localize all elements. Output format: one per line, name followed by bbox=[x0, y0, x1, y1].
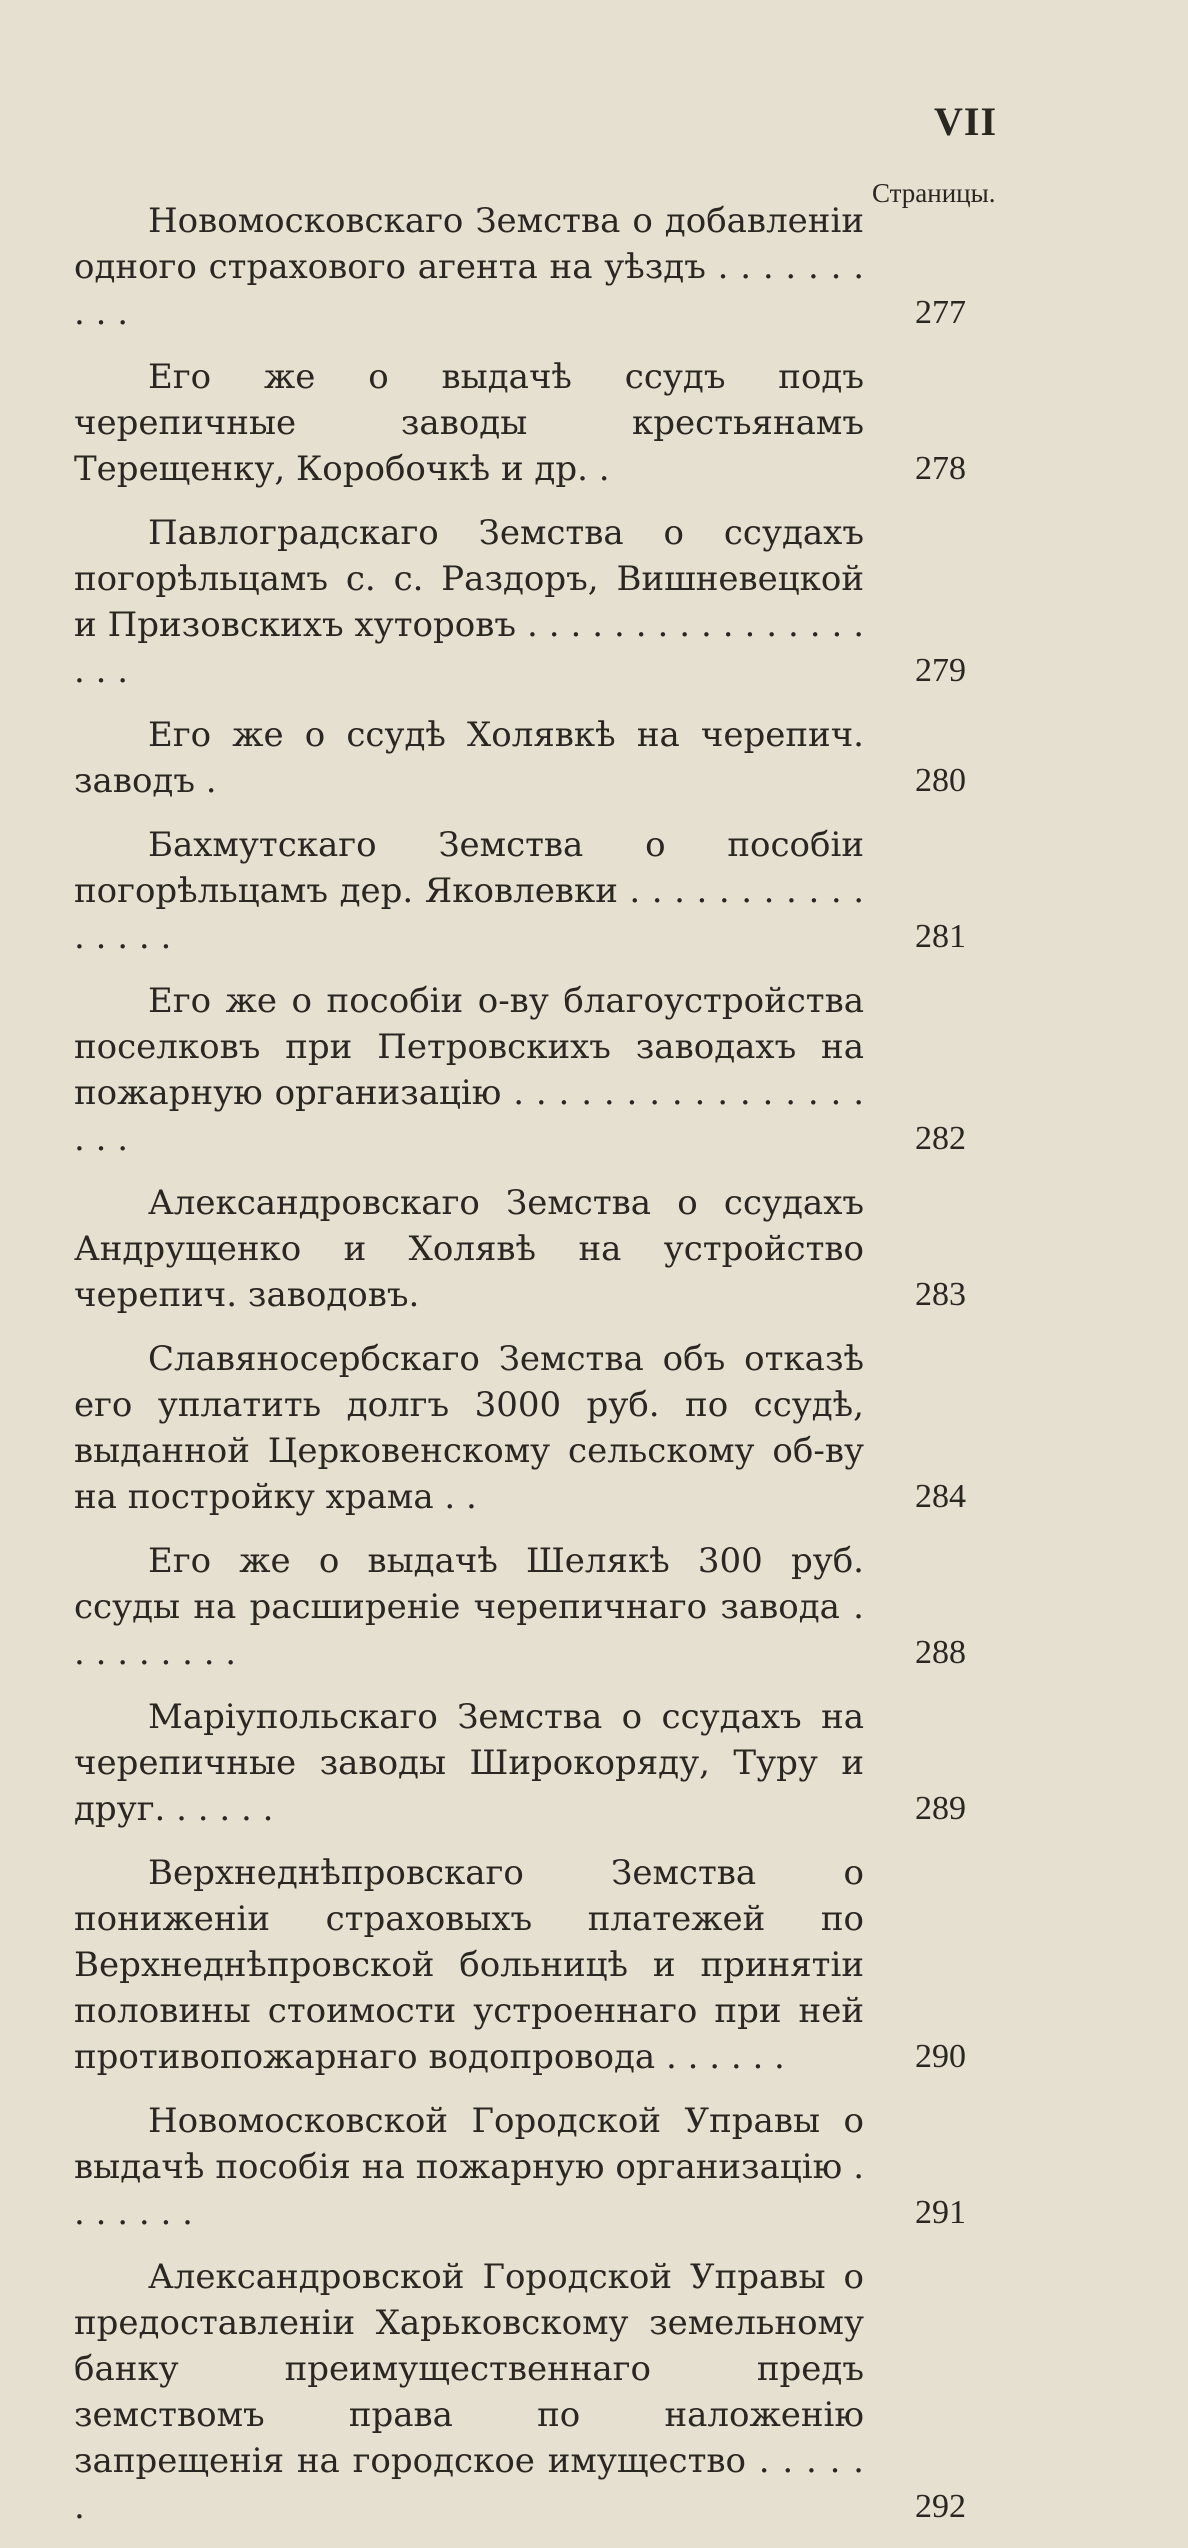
toc-entry-page: 283 bbox=[915, 1276, 966, 1313]
toc-entry bbox=[74, 822, 1006, 960]
toc-entry-page: 279 bbox=[915, 652, 966, 689]
toc-entry-text: Его же о выдачѣ ссудъ подъ черепичные заводы крестьянамъ Терещенку, Коробочкѣ и др. . bbox=[74, 357, 864, 489]
toc-entry-text: Верхнеднѣпровскаго Земства о пониженіи страховыхъ платежей по Верхнеднѣпровской больницѣ и принятіи половины стоимости устроеннаго при ней противопожарнаго водопровода . . . . . . bbox=[74, 1853, 864, 2077]
toc-entry bbox=[74, 198, 1006, 336]
page-number: VII bbox=[934, 99, 998, 144]
toc-entry bbox=[74, 1694, 1006, 1832]
toc-entry-page: 289 bbox=[915, 1790, 966, 1827]
toc-entry bbox=[74, 2098, 1006, 2236]
toc-entry-text: Павлоградскаго Земства о ссудахъ погорѣльцамъ с. с. Раздоръ, Вишневецкой и Призовскихъ хуторовъ . . . . . . . . . . . . . . . . . . . bbox=[74, 513, 864, 691]
toc-entry bbox=[74, 1336, 1006, 1520]
toc-entry bbox=[74, 1850, 1006, 2080]
toc-entry-page: 280 bbox=[915, 762, 966, 799]
toc-entry-page: 284 bbox=[915, 1478, 966, 1515]
toc-entry-page: 290 bbox=[915, 2038, 966, 2075]
toc-entry-text: Его же о ссудѣ Холявкѣ на черепич. заводъ . bbox=[74, 715, 864, 801]
toc-entry-text: Бахмутскаго Земства о пособіи погорѣльцамъ дер. Яковлевки . . . . . . . . . . . . . . . . bbox=[74, 825, 864, 957]
toc-entry-page: 292 bbox=[915, 2488, 966, 2525]
toc-entry bbox=[74, 1538, 1006, 1676]
toc-entry-text: Его же о выдачѣ Шелякѣ 300 руб. ссуды на расширеніе черепичнаго завода . . . . . . . . . bbox=[74, 1541, 864, 1673]
toc-entry-text: Маріупольскаго Земства о ссудахъ на черепичные заводы Широкоряду, Туру и друг. . . . . . bbox=[74, 1697, 864, 1829]
table-of-contents bbox=[74, 198, 1006, 2548]
toc-entry-text: Александровскаго Земства о ссудахъ Андрущенко и Холявѣ на устройство черепич. заводовъ. bbox=[74, 1183, 864, 1315]
toc-entry-text: Александровской Городской Управы о предоставленіи Харьковскому земельному банку преимущественнаго предъ земствомъ права по наложенію запрещенія на городское имущество . . . . . . bbox=[74, 2257, 864, 2527]
toc-entry bbox=[74, 354, 1006, 492]
toc-entry-page: 288 bbox=[915, 1634, 966, 1671]
toc-entry-text: Новомосковскаго Земства о добавленіи одного страхового агента на уѣздъ . . . . . . . . . . bbox=[74, 201, 864, 333]
toc-entry bbox=[74, 510, 1006, 694]
toc-entry-page: 291 bbox=[915, 2194, 966, 2231]
toc-entry-text: Новомосковской Городской Управы о выдачѣ пособія на пожарную организацію . . . . . . . bbox=[74, 2101, 864, 2233]
toc-entry-text: Славяносербскаго Земства объ отказѣ его уплатить долгъ 3000 руб. по ссудѣ, выданной Церковенскому сельскому об-ву на постройку храма . . bbox=[74, 1339, 864, 1517]
toc-entry-page: 278 bbox=[915, 450, 966, 487]
toc-entry-page: 277 bbox=[915, 294, 966, 331]
toc-entry-text: Его же о пособіи о-ву благоустройства поселковъ при Петровскихъ заводахъ на пожарную организацію . . . . . . . . . . . . . . . . . . . bbox=[74, 981, 864, 1159]
toc-entry-page: 281 bbox=[915, 918, 966, 955]
toc-entry bbox=[74, 712, 1006, 804]
toc-entry bbox=[74, 978, 1006, 1162]
toc-entry-page: 282 bbox=[915, 1120, 966, 1157]
toc-entry bbox=[74, 2254, 1006, 2530]
pages-column-header: Страницы. bbox=[872, 178, 996, 208]
toc-entry bbox=[74, 1180, 1006, 1318]
